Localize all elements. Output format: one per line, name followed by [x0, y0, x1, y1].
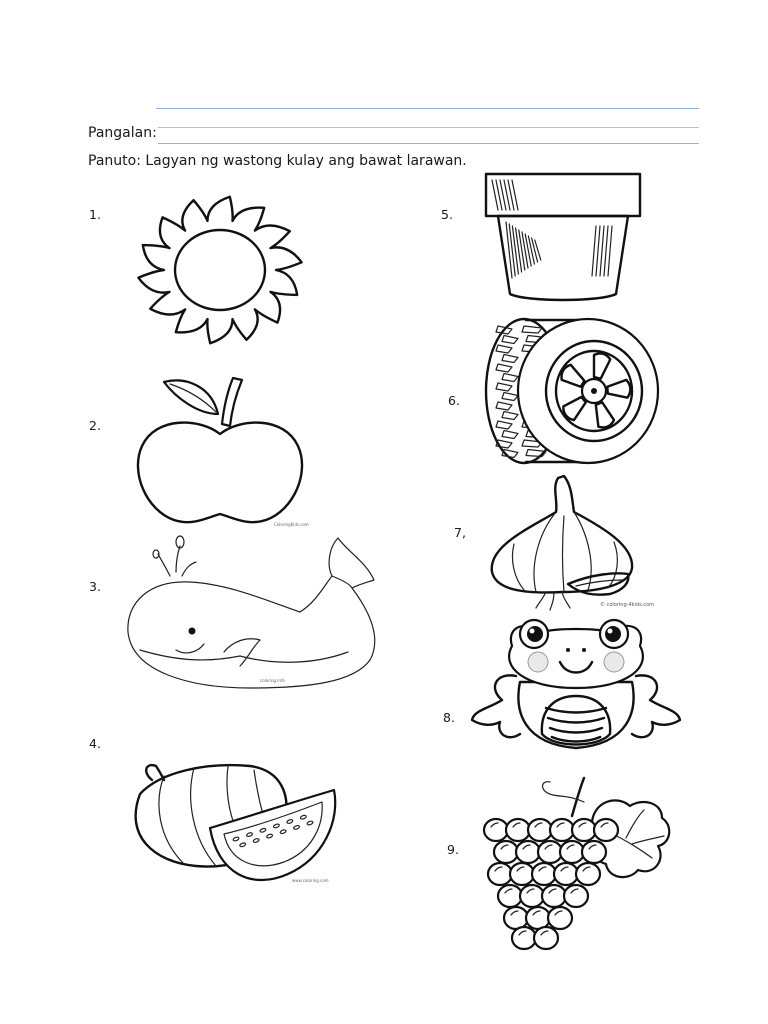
garlic-bulb: [492, 476, 632, 592]
flower-pot-picture: [480, 166, 646, 306]
tire-tread-block: [502, 374, 518, 382]
squash-credit: www.coloring.com: [292, 878, 329, 883]
frog-left-cheek: [528, 652, 548, 672]
garlic-roots: [536, 592, 570, 610]
instruction-text: Panuto: Lagyan ng wastong kulay ang bawat larawan.: [88, 153, 467, 169]
grape-berry: [576, 863, 600, 885]
pot-body: [498, 216, 628, 300]
pot-hatch-line: [532, 238, 538, 262]
name-line-bottom: [158, 143, 699, 144]
tire-tread-block: [502, 393, 518, 401]
pot-hatch-line: [525, 234, 531, 266]
whale-eye: [189, 628, 196, 635]
grape-berry: [572, 819, 596, 841]
grape-berry: [564, 885, 588, 907]
sun-face: [175, 230, 265, 310]
apple-credit: ColoringKids.com: [274, 522, 309, 527]
tire-picture: [478, 316, 664, 468]
pot-hatch-line: [522, 232, 528, 268]
whale-credit: coloring.info: [260, 678, 285, 683]
grape-berry: [516, 841, 540, 863]
grape-berry: [548, 907, 572, 929]
tire-tread-block: [496, 402, 512, 410]
tire-tread-block: [496, 421, 512, 429]
grape-berry: [494, 841, 518, 863]
grape-berry: [498, 885, 522, 907]
tire-tread-block: [496, 364, 512, 372]
frog-right-cheek: [604, 652, 624, 672]
name-line-orange[interactable]: [158, 127, 699, 128]
tire-tread-block: [502, 431, 518, 439]
apple-picture: [134, 368, 309, 530]
tire-tread-block: [502, 336, 518, 344]
pot-hatch-line: [516, 228, 522, 272]
whale-picture: [120, 532, 388, 692]
item-number-5: 5.: [441, 207, 453, 222]
pot-hatch-line: [528, 236, 534, 264]
grape-berry: [550, 819, 574, 841]
grape-berry: [520, 885, 544, 907]
tire-tread-block: [522, 326, 542, 333]
grape-berries: [484, 819, 618, 949]
grape-berry: [506, 819, 530, 841]
name-label: Pangalan:: [88, 125, 157, 141]
sun-picture: [118, 188, 318, 352]
grape-berry: [532, 863, 556, 885]
frog-belly-stripes: [546, 708, 606, 742]
tire-tread-block: [502, 355, 518, 363]
grape-berry: [528, 819, 552, 841]
frog-stripe: [552, 737, 600, 742]
item-number-3: 3.: [89, 579, 101, 594]
pot-hatch-line: [604, 226, 608, 276]
pot-hatch-line: [535, 240, 541, 260]
sun-rays-outline: [138, 197, 301, 344]
grape-berry: [504, 907, 528, 929]
pot-hatch-line: [519, 230, 525, 270]
grape-tendril: [543, 782, 584, 802]
frog-stripe: [546, 708, 606, 713]
apple-stem: [222, 378, 242, 426]
frog-picture: [466, 616, 686, 758]
grape-berry: [512, 927, 536, 949]
grape-berry: [484, 819, 508, 841]
item-number-9: 9.: [447, 842, 459, 857]
grapes-picture: [476, 772, 684, 950]
grape-berry: [560, 841, 584, 863]
tire-tread-block: [502, 412, 518, 420]
frog-stripe: [548, 718, 604, 723]
grape-berry: [534, 927, 558, 949]
pot-hatch-line: [509, 224, 515, 276]
frog-body: [518, 682, 633, 748]
grape-berry: [526, 907, 550, 929]
tire-tread-block: [496, 345, 512, 353]
whale-fin: [224, 639, 260, 666]
pot-hatch-line: [592, 226, 596, 276]
grape-berry: [488, 863, 512, 885]
garlic-cloves: [512, 512, 617, 592]
item-number-8: 8.: [443, 710, 455, 725]
grape-berry: [510, 863, 534, 885]
garlic-picture: [484, 472, 694, 612]
tire-tread-block: [496, 383, 512, 391]
grape-berry: [538, 841, 562, 863]
item-number-6: 6.: [448, 393, 460, 408]
apple-leaf: [164, 380, 218, 414]
name-line-top: [156, 108, 699, 109]
item-number-2: 2.: [89, 418, 101, 433]
apple-body: [138, 423, 302, 523]
garlic-credit: © coloring-4kids.com: [600, 602, 654, 608]
squash-picture: [124, 754, 340, 890]
item-number-7: 7,: [454, 525, 466, 540]
grape-stem: [572, 778, 584, 816]
grape-berry: [554, 863, 578, 885]
pot-hatch-line: [596, 226, 600, 276]
grape-berry: [542, 885, 566, 907]
whale-spout: [158, 546, 196, 576]
frog-stripe: [550, 728, 602, 733]
whale-body: [128, 538, 375, 688]
grape-berry: [582, 841, 606, 863]
grape-berry: [594, 819, 618, 841]
pot-hatch-line: [608, 226, 612, 276]
pot-hatch-line: [600, 226, 604, 276]
frog-front-legs: [472, 675, 520, 737]
item-number-4: 4.: [89, 736, 101, 751]
pot-hatch-line: [512, 226, 518, 274]
item-number-1: 1.: [89, 207, 101, 222]
pot-rim: [486, 174, 640, 216]
pot-hatching: [492, 180, 612, 278]
